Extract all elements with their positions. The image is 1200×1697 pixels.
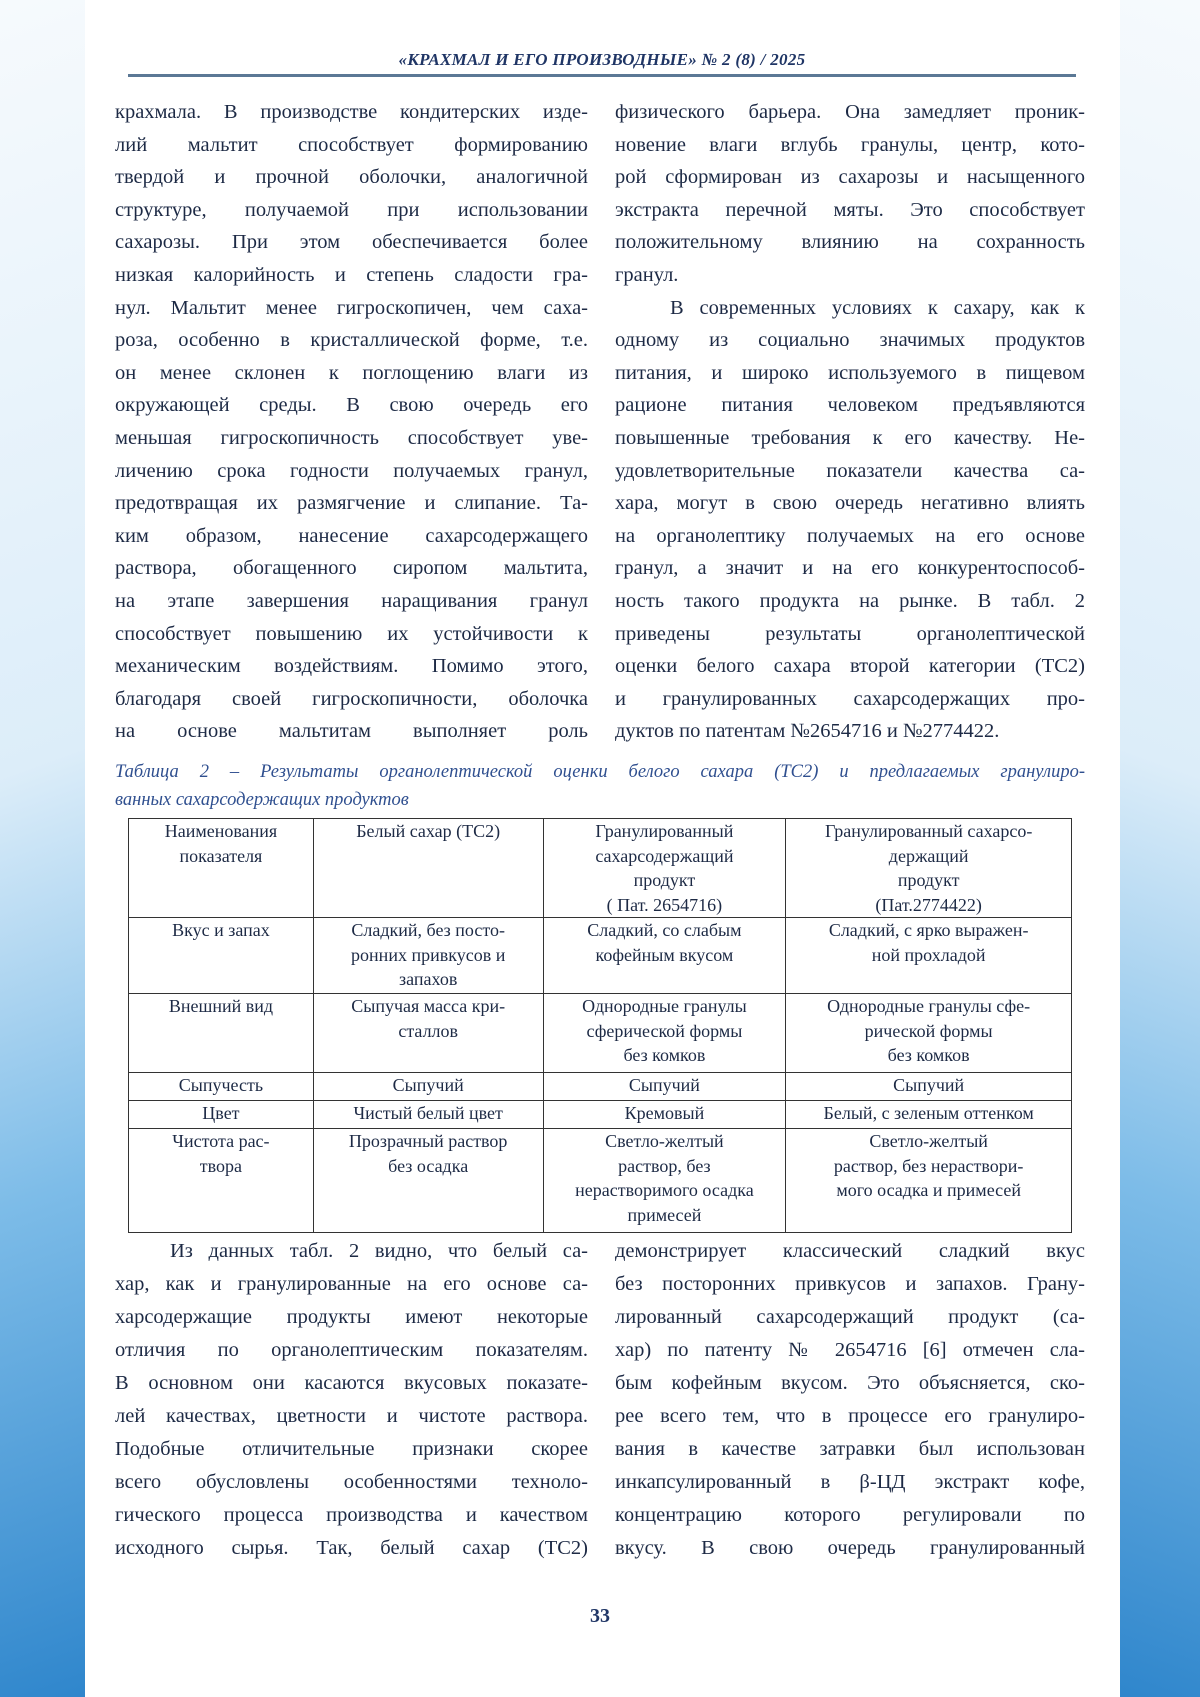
table-cell: Сыпучий — [543, 1073, 786, 1101]
text-line: экстракта перечной мяты. Это способствует — [615, 194, 1085, 227]
table-row — [129, 994, 1072, 1073]
text-line: гического процесса производства и качеством — [115, 1499, 588, 1532]
table-cell: Сыпучий — [786, 1073, 1072, 1101]
text-line: раствора, обогащенного сиропом мальтита, — [115, 552, 588, 585]
table-cell: Сладкий, без посто- ронних привкусов и запахов — [313, 918, 543, 994]
table-header-row — [129, 819, 1072, 918]
table-cell: Кремовый — [543, 1101, 786, 1129]
text-line: Из данных табл. 2 видно, что белый са- — [115, 1235, 588, 1268]
column-bottom-left — [115, 1235, 588, 1565]
text-line: лий мальтит способствует формированию — [115, 129, 588, 162]
text-line: бым кофейным вкусом. Это объясняется, ско- — [615, 1367, 1085, 1400]
table-cell: Однородные гранулы сферической формы без комков — [543, 994, 786, 1073]
header-rule — [128, 74, 1076, 77]
text-line: и гранулированных сахарсодержащих про- — [615, 683, 1085, 716]
table-cell: Прозрачный раствор без осадка — [313, 1129, 543, 1233]
table-cell: Сладкий, со слабым кофейным вкусом — [543, 918, 786, 994]
background-left — [0, 0, 85, 1697]
text-line: механическим воздействиям. Помимо этого, — [115, 650, 588, 683]
column-top-left — [115, 96, 588, 748]
table-row — [129, 1101, 1072, 1129]
text-line: на этапе завершения наращивания гранул — [115, 585, 588, 618]
text-line: лированный сахарсодержащий продукт (са- — [615, 1301, 1085, 1334]
column-top-right — [615, 96, 1085, 748]
text-line: отличия по органолептическим показателям. — [115, 1334, 588, 1367]
table-cell: Белый, с зеленым оттенком — [786, 1101, 1072, 1129]
table-cell: Наименования показателя — [129, 819, 314, 918]
text-line: рее всего тем, что в процессе его гранулиро- — [615, 1400, 1085, 1433]
table-row — [129, 918, 1072, 994]
text-line: Подобные отличительные признаки скорее — [115, 1433, 588, 1466]
text-line: окружающей среды. В свою очередь его — [115, 389, 588, 422]
text-line: одному из социально значимых продуктов — [615, 324, 1085, 357]
text-line: личению срока годности получаемых гранул, — [115, 455, 588, 488]
table-cell: Сыпучая масса кри- сталлов — [313, 994, 543, 1073]
table-cell: Светло-желтый раствор, без нерастворимого осадка примесей — [543, 1129, 786, 1233]
text-line: способствует повышению их устойчивости к — [115, 618, 588, 651]
text-line: удовлетворительные показатели качества са- — [615, 455, 1085, 488]
table-cell: Внешний вид — [129, 994, 314, 1073]
text-line: лей качествах, цветности и чистоте раствора. — [115, 1400, 588, 1433]
text-line: нул. Мальтит менее гигроскопичен, чем саха- — [115, 292, 588, 325]
text-line: физического барьера. Она замедляет проник- — [615, 96, 1085, 129]
text-line: В современных условиях к сахару, как к — [615, 292, 1085, 325]
caption-line: Таблица 2 – Результаты органолептической оценки белого сахара (ТС2) и предлагаемых гранулиро- — [115, 758, 1085, 786]
text-line: хара, могут в свою очередь негативно влиять — [615, 487, 1085, 520]
text-line: вания в качестве затравки был использован — [615, 1433, 1085, 1466]
text-line: предотвращая их размягчение и слипание. Та- — [115, 487, 588, 520]
caption-line: ванных сахарсодержащих продуктов — [115, 786, 1085, 814]
text-line: меньшая гигроскопичность способствует уве- — [115, 422, 588, 455]
table-cell: Чистота рас- твора — [129, 1129, 314, 1233]
text-line: рационе питания человеком предъявляются — [615, 389, 1085, 422]
table-cell: Светло-желтый раствор, без нераствори- мого осадка и примесей — [786, 1129, 1072, 1233]
text-line: положительному влиянию на сохранность — [615, 226, 1085, 259]
text-line: без посторонних привкусов и запахов. Грану- — [615, 1268, 1085, 1301]
text-line: гранул, а значит и на его конкурентоспособ- — [615, 552, 1085, 585]
text-line: ность такого продукта на рынке. В табл. 2 — [615, 585, 1085, 618]
table-cell: Гранулированный сахарсо- держащий продукт (Пат.2774422) — [786, 819, 1072, 918]
text-line: хар, как и гранулированные на его основе са- — [115, 1268, 588, 1301]
text-line: низкая калорийность и степень сладости гра- — [115, 259, 588, 292]
text-line: В основном они касаются вкусовых показате- — [115, 1367, 588, 1400]
text-line: сахарозы. При этом обеспечивается более — [115, 226, 588, 259]
journal-header: «КРАХМАЛ И ЕГО ПРОИЗВОДНЫЕ» № 2 (8) / 2025 — [128, 50, 1076, 70]
text-line: концентрацию которого регулировали по — [615, 1499, 1085, 1532]
table-cell: Белый сахар (ТС2) — [313, 819, 543, 918]
text-line: он менее склонен к поглощению влаги из — [115, 357, 588, 390]
text-line: хар) по патенту № 2654716 [6] отмечен сла- — [615, 1334, 1085, 1367]
text-line: питания, и широко используемого в пищевом — [615, 357, 1085, 390]
text-line: всего обусловлены особенностями техноло- — [115, 1466, 588, 1499]
text-line: повышенные требования к его качеству. Не- — [615, 422, 1085, 455]
text-line: на основе мальтитам выполняет роль — [115, 715, 588, 748]
text-line: рой сформирован из сахарозы и насыщенного — [615, 161, 1085, 194]
text-line: исходного сырья. Так, белый сахар (ТС2) — [115, 1532, 588, 1565]
table-cell: Сыпучесть — [129, 1073, 314, 1101]
results-table — [128, 818, 1072, 1233]
table-cell: Вкус и запах — [129, 918, 314, 994]
text-line: благодаря своей гигроскопичности, оболочка — [115, 683, 588, 716]
text-line: харсодержащие продукты имеют некоторые — [115, 1301, 588, 1334]
table-cell: Однородные гранулы сфе- рической формы без комков — [786, 994, 1072, 1073]
text-line: крахмала. В производстве кондитерских изде- — [115, 96, 588, 129]
text-line: оценки белого сахара второй категории (ТС2) — [615, 650, 1085, 683]
text-line: на органолептику получаемых на его основе — [615, 520, 1085, 553]
text-line: новение влаги вглубь гранулы, центр, кото- — [615, 129, 1085, 162]
text-line: инкапсулированный в β-ЦД экстракт кофе, — [615, 1466, 1085, 1499]
text-line: роза, особенно в кристаллической форме, т.е. — [115, 324, 588, 357]
text-line: приведены результаты органолептической — [615, 618, 1085, 651]
table-cell: Цвет — [129, 1101, 314, 1129]
table-cell: Сладкий, с ярко выражен- ной прохладой — [786, 918, 1072, 994]
table-cell: Гранулированный сахарсодержащий продукт ( Пат. 2654716) — [543, 819, 786, 918]
table-cell: Сыпучий — [313, 1073, 543, 1101]
text-line: твердой и прочной оболочки, аналогичной — [115, 161, 588, 194]
background-right — [1120, 0, 1200, 1697]
page-number: 33 — [0, 1605, 1200, 1628]
text-line: демонстрирует классический сладкий вкус — [615, 1235, 1085, 1268]
text-line: гранул. — [615, 259, 1085, 292]
text-line: ким образом, нанесение сахарсодержащего — [115, 520, 588, 553]
column-bottom-right — [615, 1235, 1085, 1565]
table-caption — [115, 758, 1085, 814]
text-line: дуктов по патентам №2654716 и №2774422. — [615, 715, 1085, 748]
table-cell: Чистый белый цвет — [313, 1101, 543, 1129]
text-line: вкусу. В свою очередь гранулированный — [615, 1532, 1085, 1565]
text-line: структуре, получаемой при использовании — [115, 194, 588, 227]
table-row — [129, 1073, 1072, 1101]
table-row — [129, 1129, 1072, 1233]
